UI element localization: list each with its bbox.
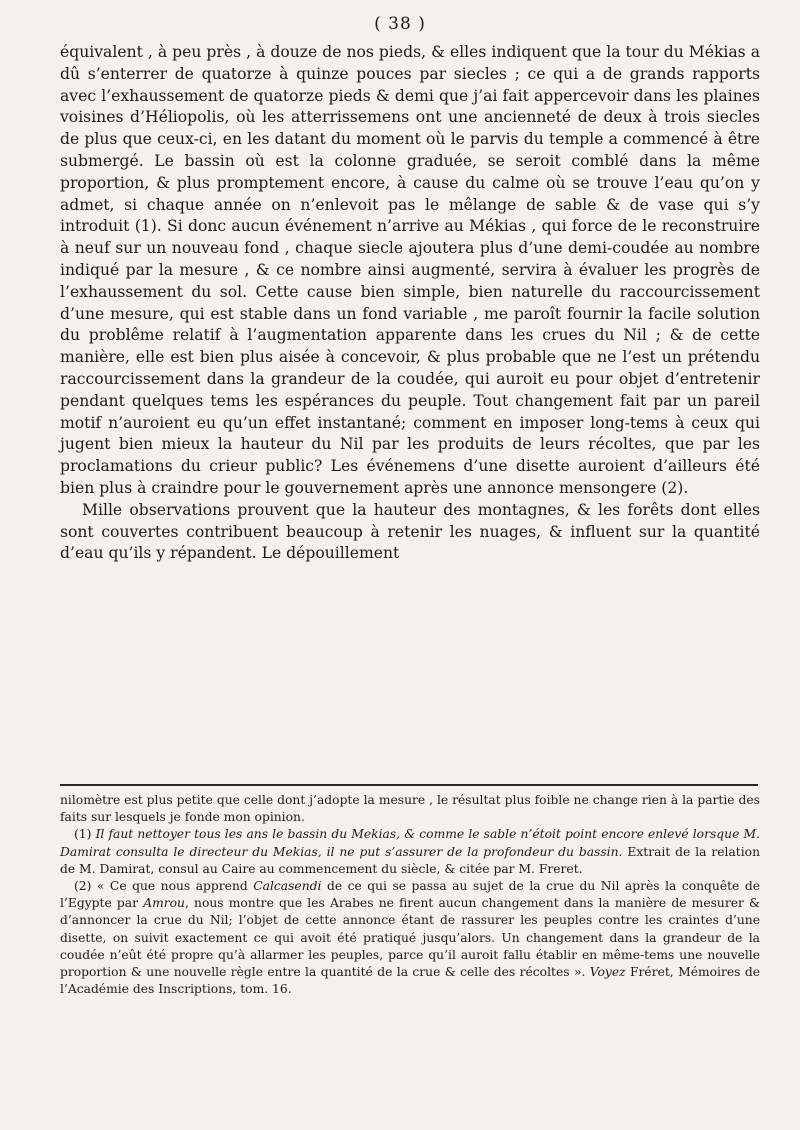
footnote-divider — [60, 784, 758, 786]
paragraph: équivalent , à peu près , à douze de nos pieds, & elles indiquent que la tour du Mékias a dû s’enterrer de quatorze à quinze pouces par siecles ; ce qui a de grands rapports avec l’exhaussement de quatorze pieds & demi que j’ai fait appercevoir dans les plaines voisines d’Héliopolis, où les atterrissemens ont une ancienneté de deux à trois siecles de plus que ceux-ci, en les datant du moment où le parvis du temple a commencé à être submergé. Le bassin où est la colonne graduée, se seroit comblé dans la même proportion, & plus promptement encore, à cause du calme où se trouve l’eau qu’on y admet, si chaque année on n’enlevoit pas le mêlange de sable & de vase qui s’y introduit (1). Si donc aucun événement n’arrive au Mékias , qui force de le reconstruire à neuf sur un nouveau fond , chaque siecle ajoutera plus d’une demi-coudée au nombre indiqué par la mesure , & ce nombre ainsi augmenté, servira à évaluer les progrès de l’exhaussement du sol. Cette cause bien simple, bien naturelle du raccourcissement d’une mesure, qui est stable dans un fond variable , me paroît fournir la facile solution du problême relatif à l’augmentation apparente dans les crues du Nil ; & de cette manière, elle est bien plus aisée à concevoir, & plus probable que ne l’est un prétendu raccourcissement dans la grandeur de la coudée, qui auroit eu pour objet d’entretenir pendant quelques tems les espérances du peuple. Tout changement fait par un pareil motif n’auroient eu qu’un effet instantané; comment en imposer long-tems à ceux qui jugent bien mieux la hauteur du Nil par les produits de leurs récoltes, que par les proclamations du crieur public? Les événemens d’une disette auroient d’ailleurs été bien plus à craindre pour le gouvernement après une annonce mensongere (2). — [60, 43, 760, 497]
footnote-text: de ce qui se passa au sujet de la crue du Nil après la conquête de l’Egypte par — [60, 879, 760, 911]
footnote-marker: (1) — [74, 827, 92, 842]
footnote-reference: Fréret, Mémoires de l’Académie des Inscriptions, tom. 16. — [60, 965, 760, 997]
footnote-1 — [60, 826, 760, 878]
footnote-2 — [60, 878, 760, 998]
paragraph: Mille observations prouvent que la hauteur des montagnes, & les forêts dont elles sont couvertes contribuent beaucoup à retenir les nuages, & influent sur la quantité d’eau qu’ils y répandent. Le dépouillement — [60, 500, 760, 563]
footnote-italic-text: Il faut nettoyer tous les ans le bassin du Mekias, & comme le sable n’étoit point encore enlevé lorsque M. Damirat consulta le directeur du Mekias, il ne put s’assurer de la profondeur du bassin. — [60, 827, 760, 859]
footnote-text: , nous montre que les Arabes ne firent aucun changement dans la manière de mesurer & d’annoncer la crue du Nil; l’objet de cette annonce étant de rassurer les peuples contre les craintes d’une disette, on suivit exactement ce qui avoit été pratiqué jusqu’alors. Un changement dans la grandeur de la coudée n’eût été propre qu’à allarmer les peuples, parce qu’il auroit fallu établir en même-tems une nouvelle proportion & une nouvelle règle entre la quantité de la crue & celle des récoltes ». — [60, 896, 761, 980]
footnotes — [60, 792, 760, 998]
page-number: ( 38 ) — [374, 14, 426, 34]
footnote-continuation: nilomètre est plus petite que celle dont j’adopte la mesure , le résultat plus foible ne change rien à la partie des faits sur lesquels je fonde mon opinion. — [60, 793, 760, 825]
footnote-author: Calcasendi — [253, 879, 322, 894]
footnote-text: « Ce que nous apprend — [96, 879, 248, 894]
footnote-name: Amrou — [143, 896, 185, 911]
main-text — [60, 42, 760, 565]
footnote-reference-label: Voyez — [589, 965, 626, 980]
footnote-text: Extrait de la relation de M. Damirat, consul au Caire au commencement du siècle, & citée par M. Freret. — [60, 844, 760, 876]
footnote-marker: (2) — [74, 879, 92, 894]
